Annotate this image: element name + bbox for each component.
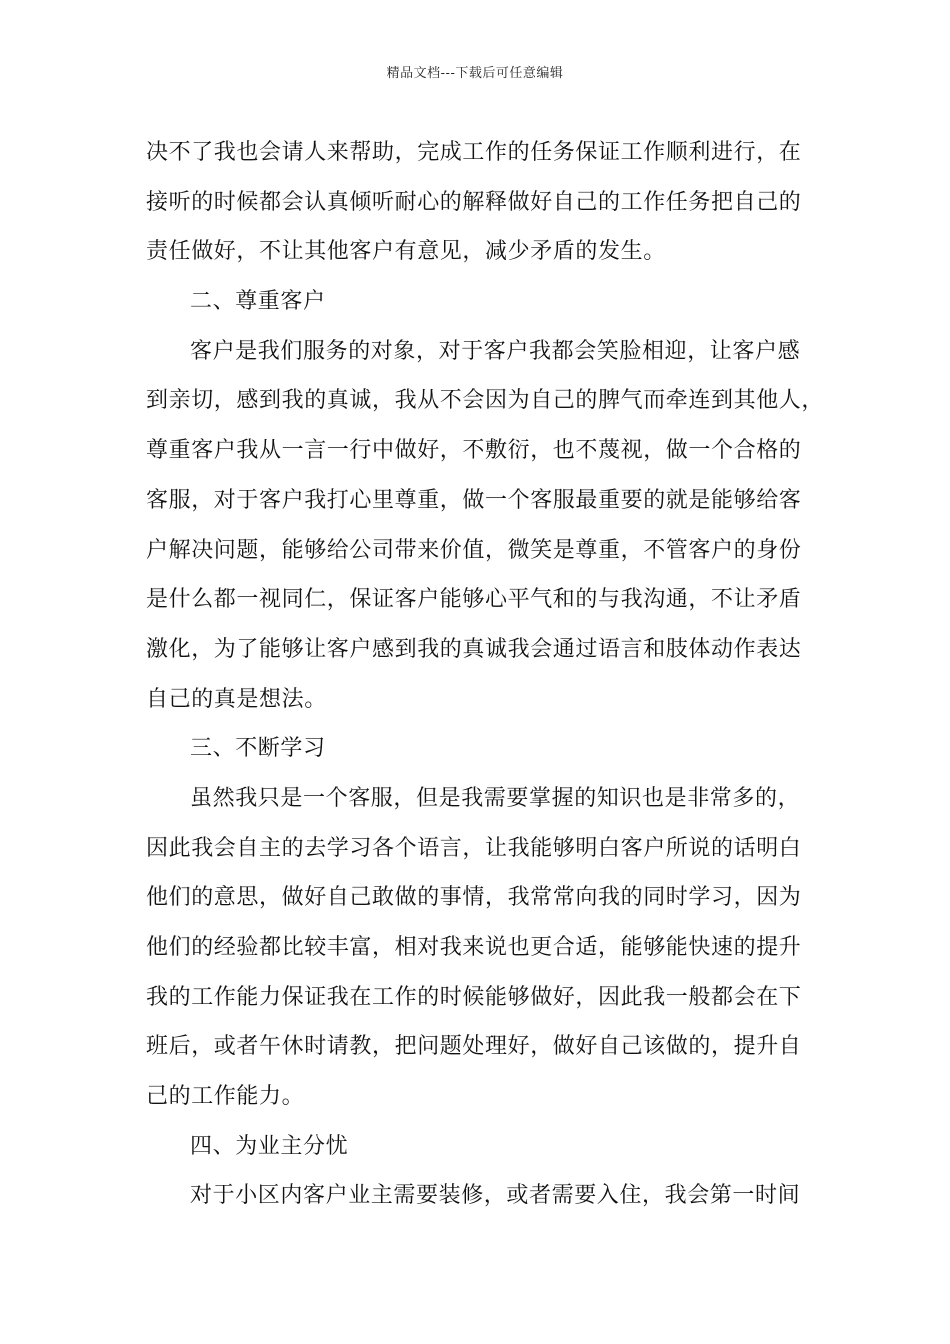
page-header: 精品文档---下载后可任意编辑 [386, 66, 564, 81]
body-line: 到亲切，感到我的真诚，我从不会因为自己的脾气而牵连到其他人， [146, 388, 825, 414]
document-body [146, 128, 825, 1221]
body-line: 因此我会自主的去学习各个语言，让我能够明白客户所说的话明白 [146, 835, 802, 861]
section-heading: 二、尊重客户 [190, 289, 326, 315]
body-line: 他们的经验都比较丰富，相对我来说也更合适，能够能快速的提升 [146, 935, 802, 960]
body-line: 激化，为了能够让客户感到我的真诚我会通过语言和肢体动作表达 [146, 636, 802, 662]
section-heading: 四、为业主分忧 [190, 1133, 349, 1159]
paragraph-start-line: 对于小区内客户业主需要装修，或者需要入住，我会第一时间 [190, 1183, 801, 1209]
body-line: 客服，对于客户我打心里尊重，做一个客服最重要的就是能够给客 [146, 487, 802, 513]
body-line: 班后，或者午休时请教，把问题处理好，做好自己该做的，提升自 [146, 1034, 802, 1060]
body-line: 自己的真是想法。 [146, 686, 327, 712]
section-heading: 三、不断学习 [190, 736, 326, 762]
body-line: 我的工作能力保证我在工作的时候能够做好，因此我一般都会在下 [146, 984, 802, 1010]
body-line: 是什么都一视同仁，保证客户能够心平气和的与我沟通，不让矛盾 [146, 587, 802, 613]
body-line: 尊重客户我从一言一行中做好，不敷衍，也不蔑视，做一个合格的 [146, 438, 802, 464]
body-line: 户解决问题，能够给公司带来价值，微笑是尊重，不管客户的身份 [146, 537, 802, 563]
body-line: 接听的时候都会认真倾听耐心的解释做好自己的工作任务把自己的 [146, 189, 802, 215]
body-line: 他们的意思，做好自己敢做的事情，我常常向我的同时学习，因为 [146, 885, 802, 911]
body-line: 决不了我也会请人来帮助，完成工作的任务保证工作顺利进行，在 [146, 140, 802, 165]
body-line: 责任做好，不让其他客户有意见，减少矛盾的发生。 [146, 239, 666, 265]
paragraph-start-line: 虽然我只是一个客服，但是我需要掌握的知识也是非常多的， [190, 785, 801, 811]
paragraph-start-line: 客户是我们服务的对象，对于客户我都会笑脸相迎，让客户感 [190, 338, 801, 364]
body-line: 己的工作能力。 [146, 1084, 305, 1110]
